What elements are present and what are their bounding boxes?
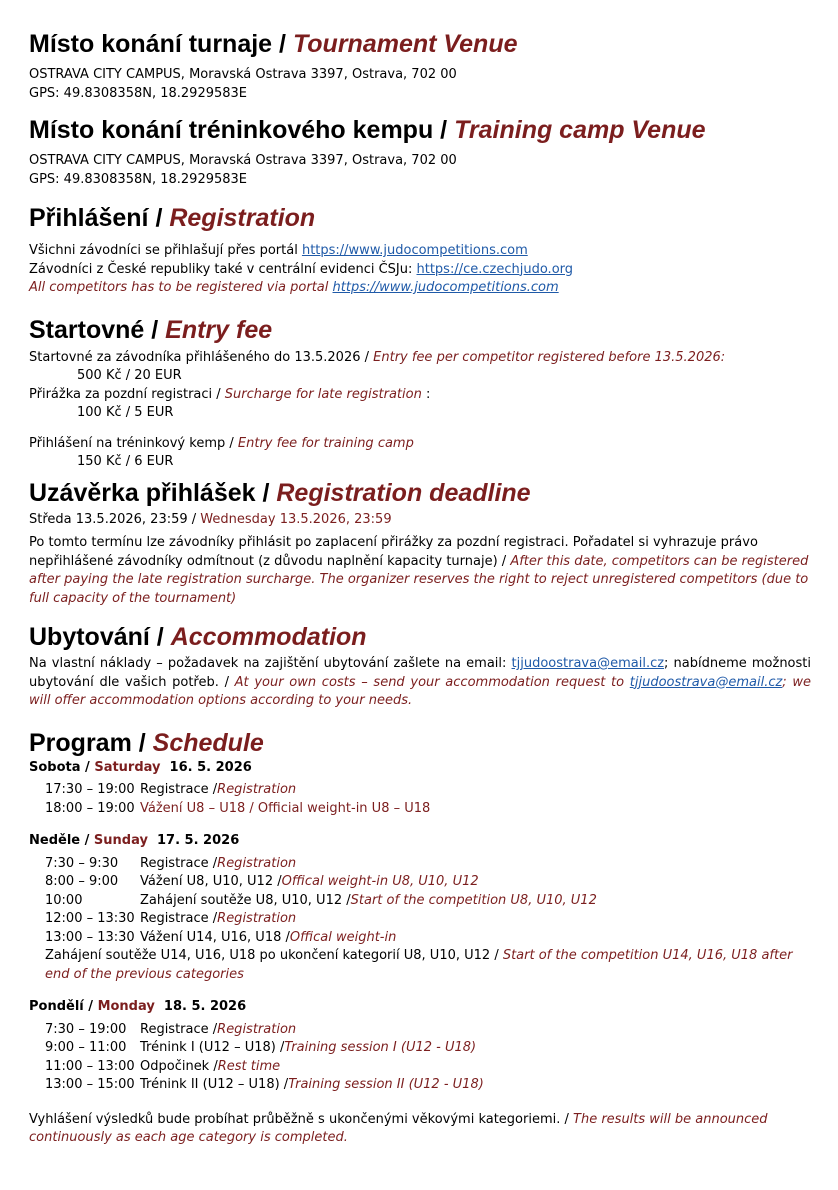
schedule-en: Offical weight-in: [289, 929, 397, 945]
sunday-extra-en: Start of the competition U14, U16, U18 after end of the previous categories: [45, 948, 793, 982]
sunday-en: Sunday: [93, 833, 148, 848]
venue-heading: Místo konání turnaje / Tournament Venue: [29, 30, 518, 58]
schedule-row: [45, 1058, 811, 1077]
schedule-cz: Zahájení soutěže U8, U10, U12 /: [140, 892, 351, 908]
deadline-note-cz: Po tomto termínu lze závodníky přihlásit po zaplacení přirážky za pozdní registraci. Pořadatel si vyhrazuje právo nepřihlášené závodníky odmítnout (z důvodu naplnění kapacity turnaje) /: [29, 535, 758, 569]
fee-line-2: [29, 386, 811, 405]
camp-venue-heading-cz: Místo konání tréninkového kempu: [29, 116, 434, 144]
sunday-extra-cz: Zahájení soutěže U14, U16, U18 po ukončení kategorií U8, U10, U12 /: [45, 948, 503, 963]
registration-line-2: [29, 261, 811, 280]
schedule-en: Start of the competition U8, U10, U12: [350, 892, 597, 908]
schedule-en: Rest time: [217, 1058, 281, 1074]
schedule-heading: Program / Schedule: [29, 728, 264, 757]
deadline-date: [29, 511, 811, 530]
schedule-cz: Trénink I (U12 – U18) /: [140, 1040, 285, 1055]
schedule-day-saturday: [29, 759, 811, 778]
results-note-cz: Vyhlášení výsledků bude probíhat průběžně s ukončenými věkovými kategoriemi. /: [29, 1111, 574, 1127]
camp-venue-address: OSTRAVA CITY CAMPUS, Moravská Ostrava 3397, Ostrava, 702 00: [29, 153, 457, 168]
saturday-en: Saturday: [94, 759, 161, 775]
fee-amount-2: 100 Kč / 5 EUR: [77, 405, 174, 420]
schedule-row: [45, 781, 811, 800]
schedule-row: [45, 929, 811, 948]
camp-venue-heading: Místo konání tréninkového kempu / Training camp Venue: [29, 116, 706, 144]
venue-heading-en: Tournament Venue: [292, 30, 518, 58]
monday-items: [29, 1021, 811, 1095]
schedule-time: 10:00: [45, 892, 83, 908]
fee-line-3-cz: Přihlášení na tréninkový kemp /: [29, 435, 238, 451]
registration-line-2-text: Závodníci z České republiky také v centrální evidenci ČSJu:: [29, 261, 417, 277]
registration-line-3: [29, 279, 811, 298]
schedule-cz: Registrace /: [140, 1021, 218, 1037]
schedule-row: [45, 800, 811, 819]
saturday-date: 16. 5. 2026: [160, 759, 252, 775]
schedule-en: Training session II (U12 - U18): [288, 1077, 484, 1092]
fee-heading-en: Entry fee: [165, 315, 273, 344]
schedule-en: Registration: [217, 782, 297, 797]
deadline-note: [29, 534, 811, 608]
saturday-cz: Sobota /: [29, 759, 95, 775]
schedule-cz: Registrace /: [140, 782, 218, 797]
registration-heading-cz: Přihlášení: [29, 204, 149, 232]
fee-heading: Startovné / Entry fee: [29, 315, 273, 344]
schedule-time: 7:30 – 19:00: [45, 1021, 127, 1037]
accommodation-t2: ; nabídneme možnosti ubytování dle vašich potřeb. /: [29, 656, 811, 690]
schedule-time: 9:00 – 11:00: [45, 1040, 127, 1055]
fee-line-1-en: Entry fee per competitor registered before 13.5.2026:: [373, 349, 726, 365]
fee-line-2-colon: :: [421, 386, 431, 402]
czechjudo-link[interactable]: https://ce.czechjudo.org: [416, 261, 574, 277]
judocompetitions-link[interactable]: https://www.judocompetitions.com: [301, 243, 528, 258]
schedule-row: [45, 910, 811, 929]
fee-amount-3: 150 Kč / 6 EUR: [77, 454, 174, 469]
accommodation-email-link-en[interactable]: tjjudoostrava@email.cz: [629, 674, 783, 690]
sunday-cz: Neděle /: [29, 833, 94, 848]
schedule-cz: Vážení U14, U16, U18 /: [140, 929, 290, 945]
schedule-cz: Odpočinek /: [140, 1058, 218, 1074]
sunday-items: [29, 855, 811, 985]
accommodation-heading: Ubytování / Accommodation: [29, 623, 367, 651]
deadline-heading: Uzávěrka přihlášek / Registration deadline: [29, 478, 531, 507]
monday-date: 18. 5. 2026: [154, 999, 247, 1014]
registration-line-1: [29, 242, 811, 261]
camp-venue-heading-en: Training camp Venue: [454, 116, 706, 144]
saturday-items: [29, 781, 811, 818]
fee-line-1: [29, 349, 811, 368]
schedule-time: 11:00 – 13:00: [45, 1058, 135, 1074]
deadline-heading-en: Registration deadline: [276, 478, 531, 507]
schedule-en: Registration: [217, 911, 297, 926]
fee-amount-1: 500 Kč / 20 EUR: [77, 368, 182, 383]
schedule-cz: Vážení U8, U10, U12 /: [140, 874, 282, 889]
sunday-date: 17. 5. 2026: [147, 833, 240, 848]
schedule-cz: Registrace /: [140, 855, 218, 871]
fee-line-3: [29, 435, 811, 454]
judocompetitions-link-en[interactable]: https://www.judocompetitions.com: [332, 280, 559, 295]
schedule-day-monday: [29, 998, 811, 1017]
deadline-date-cz: Středa 13.5.2026, 23:59 /: [29, 511, 201, 527]
sunday-extra: [45, 947, 811, 984]
registration-line-1-text: Všichni závodníci se přihlašují přes portál: [29, 243, 302, 258]
monday-en: Monday: [97, 999, 155, 1014]
accommodation-t4: ; we will offer accommodation options according to your needs.: [29, 674, 812, 708]
document-page: [29, 28, 811, 1148]
schedule-cz: Trénink II (U12 – U18) /: [140, 1077, 289, 1092]
schedule-row: [45, 873, 811, 892]
schedule-row: [45, 855, 811, 874]
venue-address: OSTRAVA CITY CAMPUS, Moravská Ostrava 3397, Ostrava, 702 00: [29, 67, 457, 82]
schedule-en: Training session I (U12 - U18): [284, 1040, 477, 1055]
schedule-time: 17:30 – 19:00: [45, 782, 135, 797]
schedule-time: 13:00 – 13:30: [45, 929, 135, 945]
accommodation-text: [29, 655, 811, 711]
venue-heading-cz: Místo konání turnaje: [29, 30, 273, 58]
schedule-day-sunday: [29, 832, 811, 851]
fee-line-2-en: Surcharge for late registration: [224, 386, 422, 402]
schedule-cz: Registrace /: [140, 911, 218, 926]
accommodation-email-link[interactable]: tjjudoostrava@email.cz: [511, 656, 665, 671]
schedule-en: Registration: [217, 1021, 297, 1037]
fee-line-2-cz: Přirážka za pozdní registraci /: [29, 386, 225, 402]
results-note: [29, 1111, 811, 1148]
accommodation-heading-cz: Ubytování: [29, 623, 150, 651]
schedule-time: 13:00 – 15:00: [45, 1077, 135, 1092]
schedule-time: 7:30 – 9:30: [45, 855, 119, 871]
accommodation-heading-en: Accommodation: [170, 623, 367, 651]
venue-gps: GPS: 49.8308358N, 18.2929583E: [29, 85, 248, 101]
camp-venue-gps: GPS: 49.8308358N, 18.2929583E: [29, 171, 248, 187]
accommodation-t3: At your own costs – send your accommodation request to: [234, 674, 630, 690]
schedule-row: [45, 1039, 811, 1058]
monday-cz: Pondělí /: [29, 999, 98, 1014]
deadline-date-en: Wednesday 13.5.2026, 23:59: [200, 511, 392, 527]
fee-line-3-en: Entry fee for training camp: [237, 435, 414, 451]
schedule-time: 12:00 – 13:30: [45, 911, 135, 926]
schedule-heading-en: Schedule: [152, 728, 264, 757]
fee-heading-cz: Startovné: [29, 315, 145, 344]
registration-line-3-text: All competitors has to be registered via portal: [29, 280, 333, 295]
schedule-row: [45, 892, 811, 911]
fee-line-1-cz: Startovné za závodníka přihlášeného do 13.5.2026 /: [29, 349, 374, 365]
schedule-time: 8:00 – 9:00: [45, 874, 119, 889]
schedule-en: Offical weight-in U8, U10, U12: [281, 874, 479, 889]
schedule-row: [45, 1076, 811, 1095]
results-note-en: The results will be announced continuously as each age category is completed.: [29, 1111, 768, 1145]
schedule-en: Vážení U8 – U18 / Official weight-in U8 – U18: [140, 800, 431, 816]
deadline-note-en: After this date, competitors can be registered after paying the late registration surcharge. The organizer reserves the right to reject unregistered competitors (due to full capacity of the tournament): [29, 553, 809, 606]
schedule-en: Registration: [217, 855, 297, 871]
schedule-time: 18:00 – 19:00: [45, 800, 135, 816]
registration-heading: Přihlášení / Registration: [29, 204, 316, 232]
schedule-heading-cz: Program: [29, 728, 132, 757]
deadline-heading-cz: Uzávěrka přihlášek: [29, 478, 256, 507]
accommodation-t1: Na vlastní náklady – požadavek na zajištění ubytování zašlete na email:: [29, 656, 512, 671]
schedule-row: [45, 1021, 811, 1040]
registration-heading-en: Registration: [169, 204, 316, 232]
